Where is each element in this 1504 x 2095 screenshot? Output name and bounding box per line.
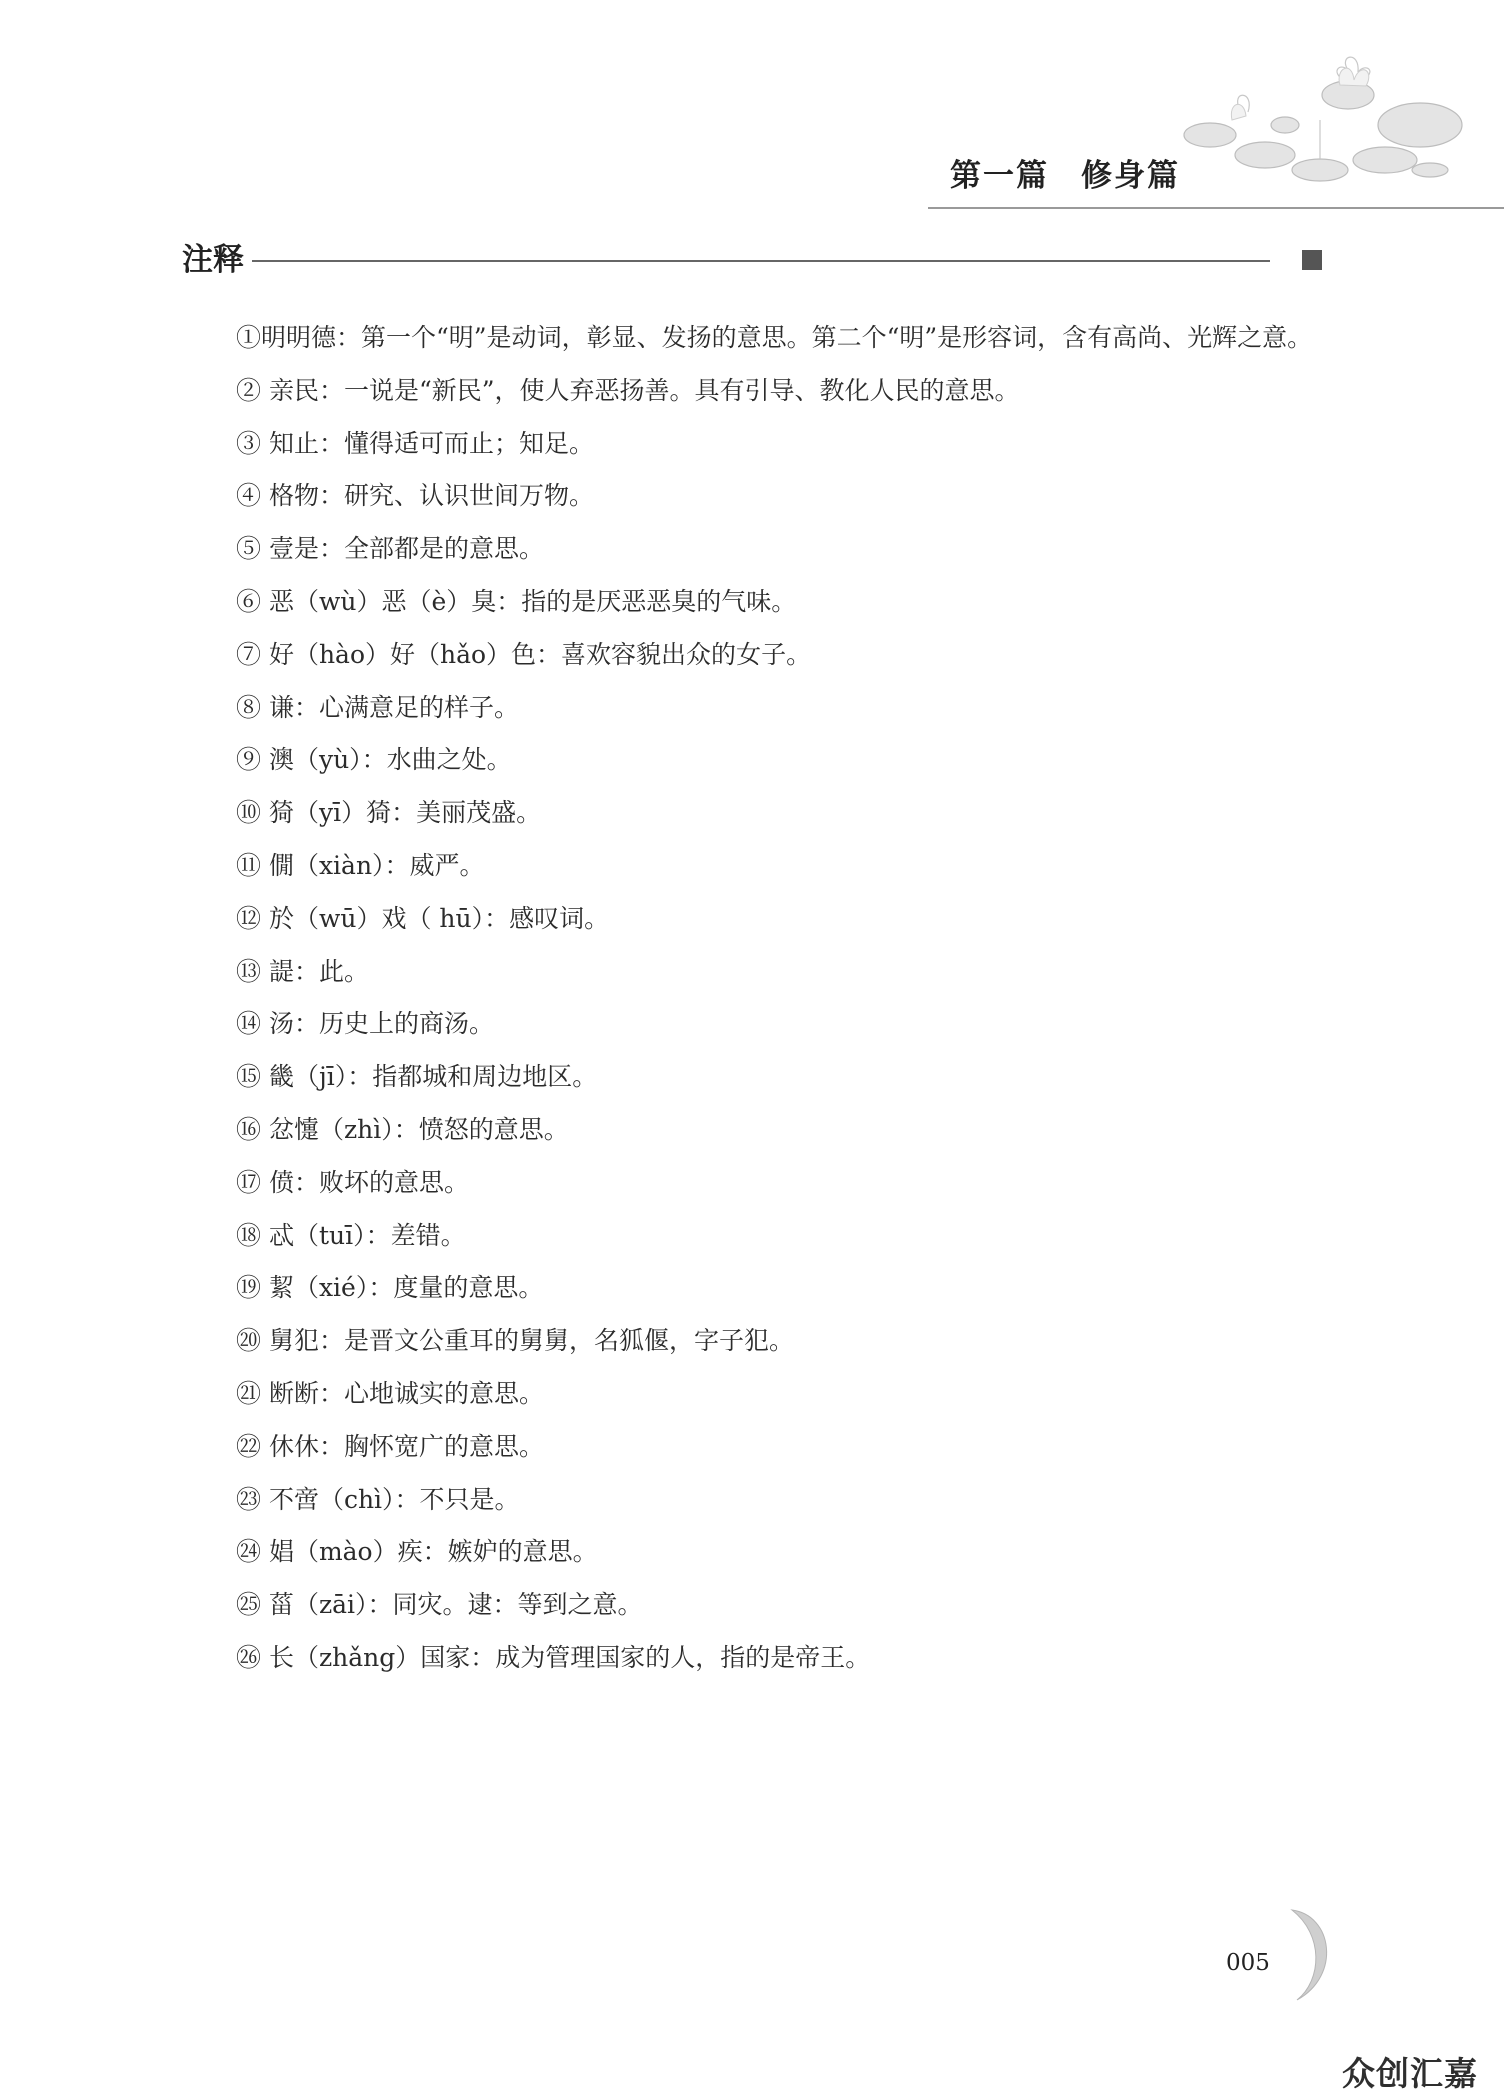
section-square-icon <box>1302 250 1322 270</box>
note-item: ①明明德：第一个“明”是动词，彰显、发扬的意思。第二个“明”是形容词，含有高尚、光辉之意。 <box>236 323 1313 352</box>
note-item: ㉑ 断断：心地诚实的意思。 <box>236 1378 544 1408</box>
note-item: ⑯ 忿懥（zhì）：愤怒的意思。 <box>236 1114 569 1144</box>
section-title: 注释 <box>182 242 244 278</box>
note-item: ⑲ 絜（xié）：度量的意思。 <box>236 1273 544 1303</box>
crescent-moon-icon <box>1262 1905 1342 2005</box>
note-item: ㉓ 不啻（chì）：不只是。 <box>236 1484 520 1514</box>
note-item: ④ 格物：研究、认识世间万物。 <box>236 481 594 511</box>
chapter-name: 修身篇 <box>1081 158 1180 194</box>
note-item: ⑨ 澳（yù）：水曲之处。 <box>236 745 512 775</box>
note-item: ⑩ 猗（yī）猗：美丽茂盛。 <box>236 798 542 828</box>
note-item: ㉒ 休休：胸怀宽广的意思。 <box>236 1431 544 1461</box>
chapter-title <box>950 150 1180 195</box>
note-item: ③ 知止：懂得适可而止；知足。 <box>236 428 594 458</box>
note-item: ⑦ 好（hào）好（hǎo）色：喜欢容貌出众的女子。 <box>236 639 812 669</box>
note-item: ⑮ 畿（jī）：指都城和周边地区。 <box>236 1062 598 1092</box>
note-item: ⑰ 偾：败坏的意思。 <box>236 1167 469 1197</box>
lotus-decoration-icon <box>1170 50 1470 220</box>
notes-list <box>182 312 1332 1685</box>
note-item: ⑫ 於（wū）戏（ hū）：感叹词。 <box>236 903 610 933</box>
note-item: ⑳ 舅犯：是晋文公重耳的舅舅，名狐偃，字子犯。 <box>236 1326 794 1356</box>
chapter-label: 第一篇 <box>950 158 1049 194</box>
note-item: ⑭ 汤：历史上的商汤。 <box>236 1009 494 1039</box>
note-item: ⑱ 忒（tuī）：差错。 <box>236 1220 466 1250</box>
note-item: ㉔ 娼（mào）疾：嫉妒的意思。 <box>236 1537 598 1567</box>
note-item: ⑪ 僩（xiàn）：威严。 <box>236 850 485 880</box>
note-item: ② 亲民：一说是“新民”，使人弃恶扬善。具有引导、教化人民的意思。 <box>236 375 1020 405</box>
page-number: 005 <box>1226 1950 1270 1976</box>
note-item: ㉖ 长（zhǎng）国家：成为管理国家的人，指的是帝王。 <box>236 1642 871 1672</box>
note-item: ⑧ 谦：心满意足的样子。 <box>236 692 519 722</box>
note-item: ⑥ 恶（wù）恶（è）臭：指的是厌恶恶臭的气味。 <box>236 586 797 616</box>
note-item: ⑬ 諟：此。 <box>236 956 369 986</box>
header-divider <box>928 207 1504 209</box>
note-item: ㉕ 菑（zāi）：同灾。逮：等到之意。 <box>236 1590 643 1620</box>
section-heading <box>182 240 1322 280</box>
section-rule <box>252 260 1270 262</box>
note-item: ⑤ 壹是：全部都是的意思。 <box>236 534 544 564</box>
watermark: 众创汇嘉 <box>1342 2054 1478 2093</box>
